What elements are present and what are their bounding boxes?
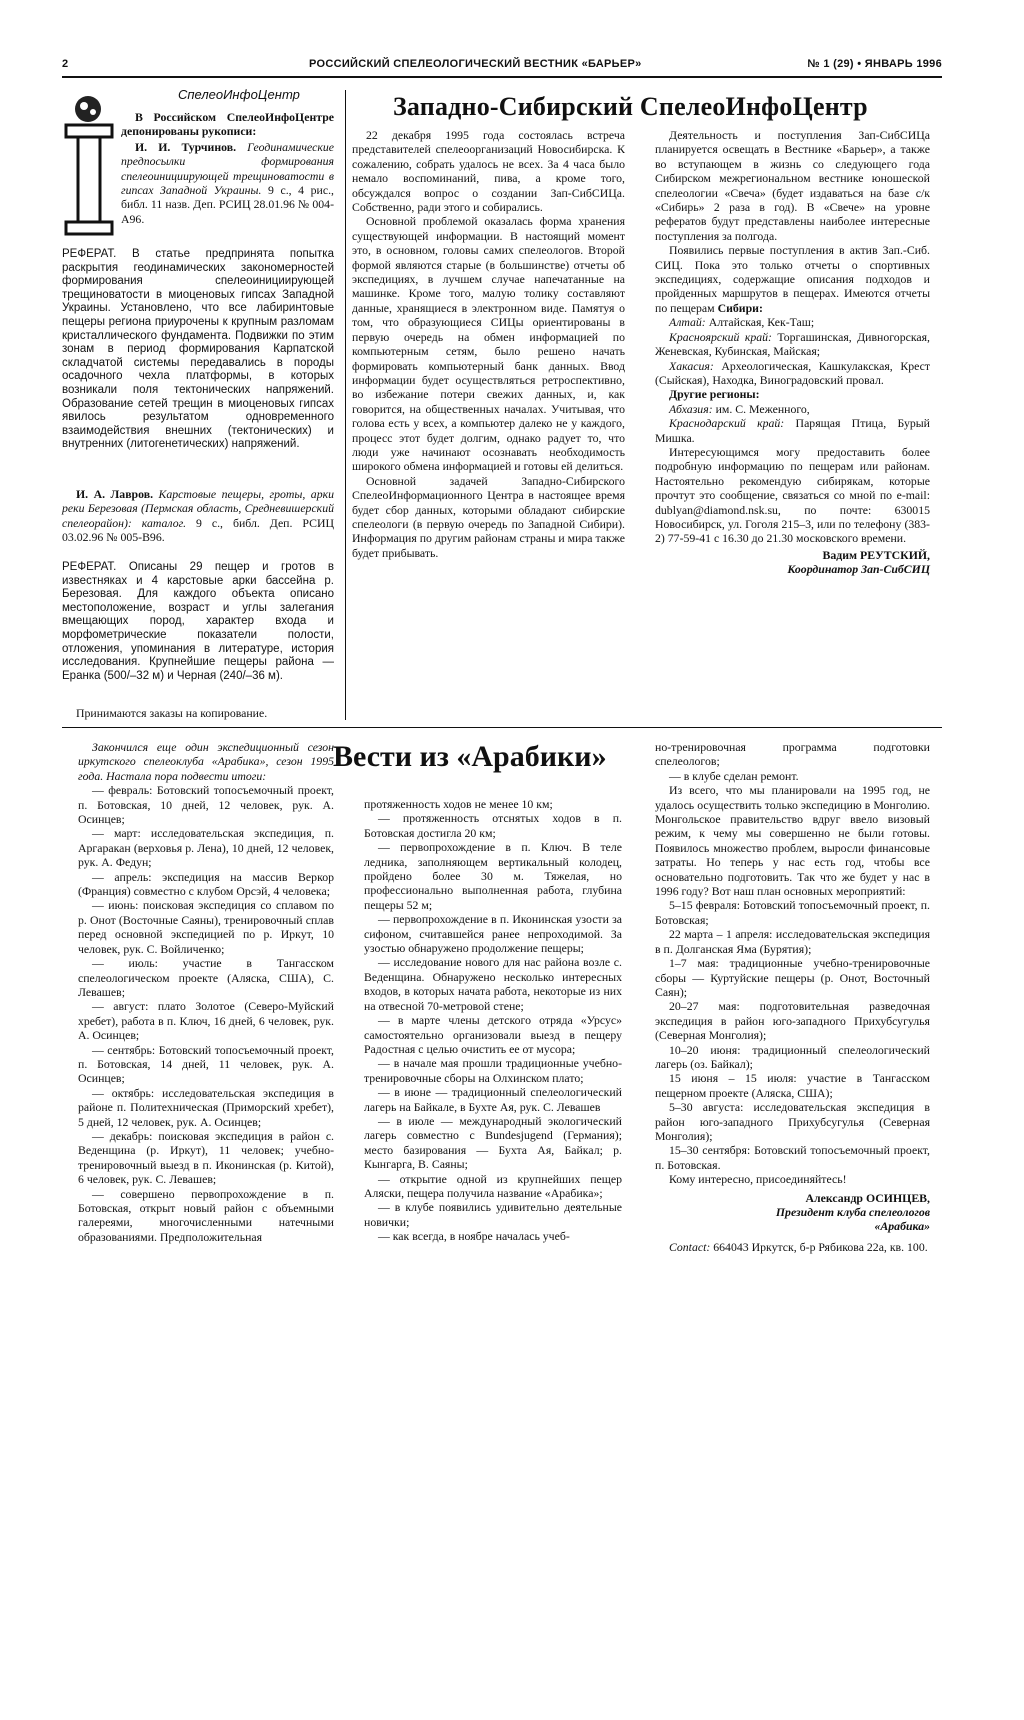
a2-item: но-тренировочная программа подготовки спелеологов; <box>655 740 930 769</box>
article-2-title: Вести из «Арабики» <box>333 740 607 773</box>
a2-item: — август: плато Золотое (Северо-Муйский хребет), работа в п. Ключ, 16 дней, 6 человек, рук. А. Осинцев; <box>78 999 334 1043</box>
a2-item: — в июне — традиционный спелеологический лагерь на Байкале, в Бухте Ая, рук. С. Левашев <box>364 1085 622 1114</box>
region-khakassia: Хакасия: Археологическая, Кашкулакская, Крест (Сыйская), Находка, Виноградовский провал. <box>655 358 931 387</box>
a2-item: — июль: участие в Тангасском спелеологическом проекте (Аляска, США), С. Левашев; <box>78 956 334 999</box>
a2-item: — в начале мая прошли традиционные учебно-тренировочные сборы на Олхинском плато; <box>364 1056 622 1085</box>
a2-plan-item: 1–7 мая: традиционные учебно-тренировочные сборы — Куртуйские пещеры (р. Онот, Восточный Саян); <box>655 956 930 999</box>
a2-plan-item: 5–30 августа: исследовательская экспедиция в район юго-западного Прихубсугулья (Северная Монголия); <box>655 1100 930 1143</box>
a1-signature-role: Координатор Зап-СибСИЦ <box>787 562 930 577</box>
a2-item: — в марте члены детского отряда «Урсус» самостоятельно организовали выезд в пещеру Радостная с целью очистить ее от мусора; <box>364 1013 622 1056</box>
deposit-intro: В Российском СпелеоИнфоЦентре депонированы рукописи: <box>121 110 334 139</box>
a2-item: — октябрь: исследовательская экспедиция в районе п. Политехническая (Приморский хребет), 5 дней, 12 человек, рук. А. Осинцев; <box>78 1085 334 1129</box>
column-divider <box>345 90 346 720</box>
a2-plan-item: 15–30 сентября: Ботовский топосъемочный проект, п. Ботовская. <box>655 1143 930 1172</box>
a2-item: — совершено первопрохождение в п. Ботовская, открыт новый район с объемными галереями, многочисленными натечными образованиями. Предположительная <box>78 1186 334 1244</box>
entry-1-author: И. И. Турчинов. <box>135 139 237 154</box>
a1-paragraph-1: 22 декабря 1995 года состоялась встреча представителей спелеоорганизаций Новосибирска. К сожалению, собрать удалось не всех. За 4 часа было немало воспоминаний, пива, а кроме того, обсуждался вопрос о создании Зап-СибСИЦа. Собственно, ради этого и собирались. <box>352 128 625 215</box>
a1-paragraph-2: Основной проблемой оказалась форма хранения существующей информации. В настоящий момент это, в основном, головы самих спелеологов. Второй формой являются старые (в большинстве) отчеты об экспедициях, в лучшем случае напечатанные на машинке. Кроме того, малую толику составляют данные, хранящиеся в электронном виде. Памятуя о том, что образующиеся СИЦы ориентированы в первую очередь на обмен информацией по компьютерным сетям, было решено начать формировать компьютерный банк данных. Ввод информации будет осуществляться ретроспективно, во избежание потери свежих данных, и, как говорится, на общественных началах. Учитывая, что голова есть у всех, а компьютер далеко не у каждого, процесс этот будет долгим, однако радует то, что люди уже начинают осознавать необходимость широкого обмена информацией и готовы ей делиться. <box>352 214 625 474</box>
a2-item: — июнь: поисковая экспедиция со сплавом по р. Онот (Восточные Саяны), тренировочный сплав перед основной экспедицией по р. Иркут, 10 человек, рук. С. Войличенко; <box>78 898 334 956</box>
deposit-entry-2 <box>62 487 334 545</box>
a2-item: — как всегда, в ноябре началась учеб- <box>378 1229 570 1244</box>
a2-signature-role: Президент клуба спелеологов <box>775 1205 930 1219</box>
page-number: 2 <box>62 58 69 70</box>
a2-item: — первопрохождение в п. Иконинская узости за сифоном, считавшейся ранее непроходимой. За узостью обнаружено продолжение пещеры; <box>364 912 622 956</box>
a2-item: протяженность ходов не менее 10 км; <box>364 797 553 811</box>
article-2-column-3 <box>655 740 930 1254</box>
running-header <box>62 58 942 76</box>
issue-date: № 1 (29) • ЯНВАРЬ 1996 <box>807 58 942 70</box>
article-1-column-2 <box>655 128 930 577</box>
a1-paragraph-3: Основной задачей Западно-Сибирского СпелеоИнформационного Центра в настоящее время будет сбор данных, которыми обладают сибирские спелеологи (в первую очередь по Западной Сибири). Информация по другим районам страны и мира также будет прибывать. <box>352 473 625 560</box>
a2-contact: Contact: 664043 Иркутск, б-р Рябикова 22а, кв. 100. <box>669 1239 928 1254</box>
a2-item: — сентябрь: Ботовский топосъемочный проект, п. Ботовская, 14 дней, 11 человек, рук. А. Осинцев; <box>78 1042 334 1086</box>
a1-paragraph-4: Деятельность и поступления Зап-СибСИЦа планируется освещать в Вестнике «Барьер», а также во вступающем в жизнь со следующего года Сибирском межрегиональном вестнике юношеской спелеологии «Свеча» (будет издаваться на базе с/к «Сибирь» 2 раза в год). В «Свече» на уровне рефератов будут представлены наиболее интересные поступления за полгода. <box>655 128 930 243</box>
region-altai: Алтай: Алтайская, Кек-Таш; <box>669 315 815 330</box>
entry-1-meta: 9 с., 4 рис., библ. 11 назв. Деп. РСИЦ 28.01.96 № 004-А96. <box>121 183 334 226</box>
a2-item: — исследование нового для нас района возле с. Веденщина. Обнаружено несколько интересных входов, в которых начата работа, некоторые из них на отвесной 70-метровой стене; <box>364 955 622 1013</box>
a2-item: — декабрь: поисковая экспедиция в район с. Веденщина (р. Иркут), 11 человек; учебно-тренировочный выезд в п. Иконинская (р. Китой), 6 человек, рук. С. Левашев; <box>78 1128 334 1187</box>
region-abkhazia: Абхазия: им. С. Меженного, <box>669 401 810 416</box>
region-krasnoyarsk: Красноярский край: Торгашинская, Дивногорская, Женевская, Кубинская, Майская; <box>655 329 930 359</box>
publication-title: РОССИЙСКИЙ СПЕЛЕОЛОГИЧЕСКИЙ ВЕСТНИК «БАРЬЕР» <box>309 58 642 70</box>
article-2-column-2 <box>364 797 622 1244</box>
a2-item: — март: исследовательская экспедиция, п. Аргаракан (верховья р. Лена), 10 дней, 12 человек, рук. А. Федун; <box>78 826 334 870</box>
entry-1-title: Геодинамические предпосылки формирования спелеоинициирующей трещиноватости в гипсах Западной Украины. <box>121 139 334 198</box>
a2-paragraph: Из всего, что мы планировали на 1995 год, не удалось осуществить только экспедицию в Монголию. Монгольское правительство вдруг ввело визовый режим, к чему мы совершенно не были готовы. Появилось множество проблем, выросли финансовые затраты. Но теперь у нас есть год, чтобы все основательно подготовить. Так что же будет у нас в 1996 году? Вот наш план основных мероприятий: <box>655 783 930 899</box>
a2-plan-item: 10–20 июня: традиционный спелеологический лагерь (оз. Байкал); <box>655 1042 930 1071</box>
a2-item: — открытие одной из крупнейших пещер Аляски, пещера получила название «Арабика»; <box>364 1171 622 1200</box>
a2-item: — протяженность отснятых ходов в п. Ботовская достигла 20 км; <box>364 811 622 840</box>
a2-item: — в клубе сделан ремонт. <box>669 768 799 783</box>
a2-plan-item: 5–15 февраля: Ботовский топосъемочный проект, п. Ботовская; <box>655 898 930 927</box>
a2-item: — в июле — международный экологический лагерь совместно с Bundesjugend (Германия); место базирования — Бухта Ая, Байкал; р. Кынгарга, В. Саяны; <box>364 1113 622 1172</box>
rubric-speleoinfocenter: СпелеоИнфоЦентр <box>178 87 300 102</box>
a1-signature: Вадим РЕУТСКИЙ, <box>822 547 930 562</box>
copy-orders-note: Принимаются заказы на копирование. <box>76 706 268 720</box>
section-divider <box>62 727 942 728</box>
a2-signature: Александр ОСИНЦЕВ, <box>805 1190 930 1205</box>
a2-item: — апрель: экспедиция на массив Веркор (Франция) совместно с клубом Орсэй, 4 человека; <box>78 869 334 899</box>
deposit-entry-1 <box>121 140 334 226</box>
article-2-column-1 <box>78 740 334 1244</box>
a2-lead: Закончился еще один экспедиционный сезон иркутского спелеоклуба «Арабика», сезон 1995 года. Настала пора подвести итоги: <box>78 740 334 783</box>
region-krasnodar: Краснодарский край: Парящая Птица, Бурый Мишка. <box>655 416 930 445</box>
other-regions-heading: Другие регионы: <box>669 387 760 402</box>
a2-item: — февраль: Ботовский топосъемочный проект, п. Ботовская, 10 дней, 12 человек, рук. А. Осинцев; <box>78 783 334 827</box>
entry-2-title: Карстовые пещеры, гроты, арки реки Березовая (Пермская область, Средневишерский спелеорайон): каталог. <box>62 487 335 530</box>
a2-signature-club: «Арабика» <box>874 1219 930 1234</box>
a2-plan-item: 20–27 мая: подготовительная разведочная экспедиция в район юго-западного Прихубсугулья (Северная Монголия); <box>655 999 930 1043</box>
a2-item: — первопрохождение в п. Ключ. В теле ледника, заполняющем вертикальный колодец, пройдено более 30 м. Тяжелая, но профессионально выполненная работа, глубина пещеры 52 м; <box>364 840 622 912</box>
header-rule <box>62 76 942 78</box>
entry-2-meta: 9 с., библ. Деп. РСИЦ 03.02.96 № 005-В96. <box>62 515 335 545</box>
entry-2-author: И. А. Лавров. <box>76 487 154 501</box>
a2-closing: Кому интересно, присоединяйтесь! <box>669 1172 847 1187</box>
deposit-abstract-1: РЕФЕРАТ. В статье предпринята попытка раскрытия геодинамических закономерностей формирования спелеоинициирующей трещиноватости в миоценовых гипсах Западной Украины. Установлено, что все лабиринтовые пещеры региона приурочены к крупным разломам кристаллического фундамента. Подвижки по этим зонам в период формирования Карпатской складчатой системы передавались в породы осадочного чехла платформы, в которых возникали поля тектонических напряжений. Образование сетей трещин в миоценовых гипсах явилось результатом одновременного взаимодействия внешних (тектонических) и внутренних (литогенетических) напряжений. <box>62 248 334 451</box>
a1-paragraph-6: Интересующимся могу предоставить более подробную информацию по пещерам или районам. Настоятельно рекомендую сибирякам, которые прочтут это сообщение, связаться со мной по e-mail: dublyan@diamond.nsk.su, по почте: 630015 Новосибирск, ул. Гоголя 215–3, или по телефону (383-2) 77-59-41 с 16.30 до 21.30 московского времени. <box>655 444 930 546</box>
a2-plan-item: 22 марта – 1 апреля: исследовательская экспедиция в п. Долганская Яма (Бурятия); <box>655 927 930 956</box>
a2-item: — в клубе появились удивительно деятельные новички; <box>364 1200 622 1229</box>
article-1-title: Западно-Сибирский СпелеоИнфоЦентр <box>393 92 868 121</box>
article-1-column-1 <box>352 128 625 560</box>
deposit-intro-block <box>121 110 334 226</box>
a2-plan-item: 15 июня – 15 июля: участие в Тангасском пещерном проекте (Аляска, США); <box>655 1071 930 1100</box>
speleo-logo-initial-icon <box>64 92 114 242</box>
a1-paragraph-5: Появились первые поступления в актив Зап.-Сиб. СИЦ. Пока это только отчеты о спортивных экспедициях, содержащие описания подходов и пройденных маршрутов в пещерах. Имеются отчеты по пещерам Сибири: <box>655 243 930 315</box>
deposit-abstract-2: РЕФЕРАТ. Описаны 29 пещер и гротов в известняках и 4 карстовые арки бассейна р. Березовая. Для каждого объекта описано местоположение, возраст и углы залегания вмещающих пород, характер входа и морфометрические показатели полости, отложения, упоминания в литературе, история исследования. Крупнейшие пещеры района — Еранка (500/–32 м) и Черная (240/–36 м). <box>62 561 334 682</box>
